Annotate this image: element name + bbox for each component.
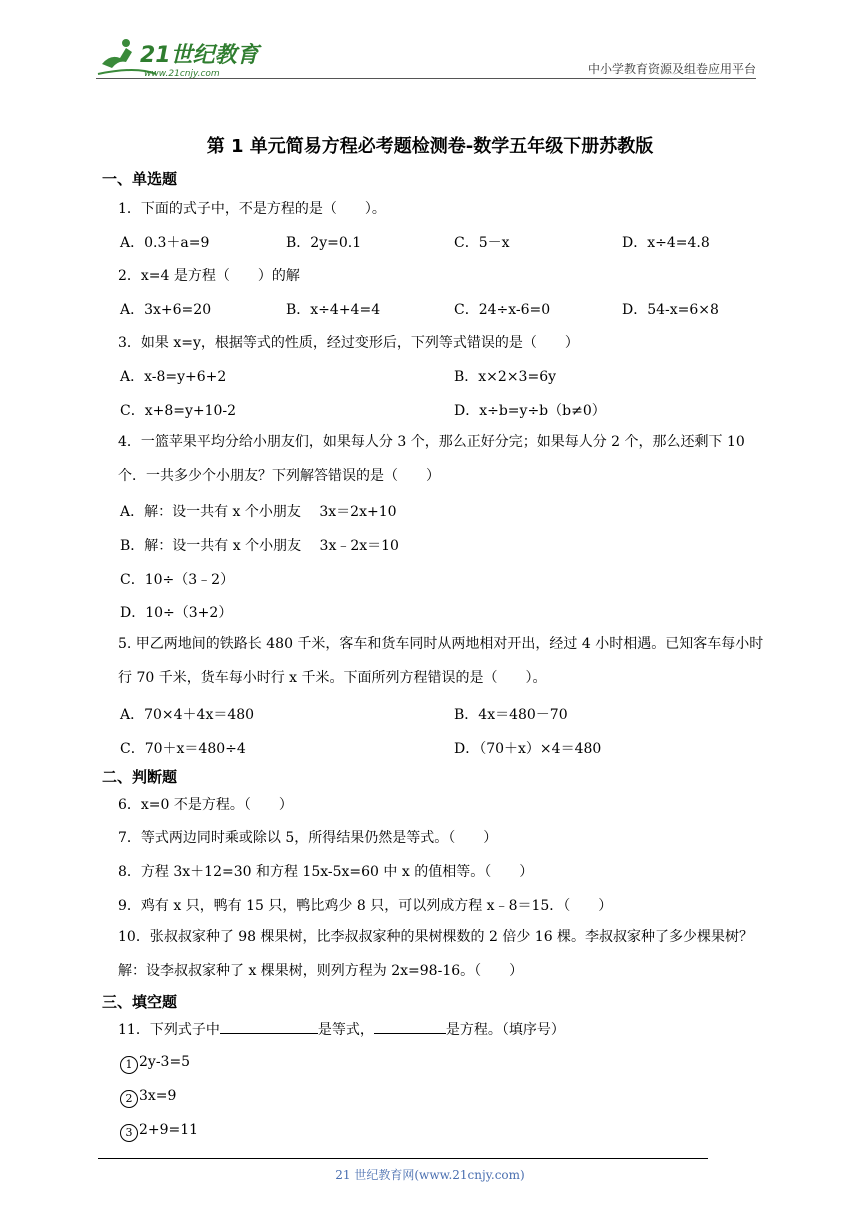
question-5-option-c: C．70＋x＝480÷4 [120, 741, 246, 757]
question-3-option-d: D．x÷b=y÷b（b≠0） [454, 403, 606, 419]
question-11-item-2: 2 3x=9 [120, 1088, 176, 1108]
question-2-option-c: C．24÷x-6=0 [454, 302, 551, 318]
section-heading-true-false: 二、判断题 [102, 768, 178, 786]
svg-text:21世纪教育: 21世纪教育 [140, 43, 259, 68]
question-4-stem: 4．一篮苹果平均分给小朋友们，如果每人分 3 个，那么正好分完；如果每人分 2 个，那么还剩下 10 个．一共多少个小朋友？下列解答错误的是（ ） [118, 434, 745, 484]
question-5-option-d: D．（70＋x）×4＝480 [454, 741, 602, 757]
footer-link[interactable]: 21 世纪教育网(www.21cnjy.com) [335, 1168, 525, 1182]
question-9: 9．鸡有 x 只，鸭有 15 只，鸭比鸡少 8 只，可以列成方程 x﹣8＝15．（ ） [118, 898, 613, 914]
question-3-option-c: C．x+8=y+10-2 [120, 403, 237, 419]
header-divider [96, 78, 756, 79]
question-4-option-c: C．10÷（3﹣2） [120, 572, 235, 588]
page-title: 第 1 单元简易方程必考题检测卷-数学五年级下册苏教版 [206, 136, 654, 157]
logo-21cnjy [96, 34, 266, 80]
question-11-item-1: 1 2y-3=5 [120, 1054, 190, 1074]
platform-name: 中小学教育资源及组卷应用平台 [587, 62, 756, 76]
blank-equations-with-unknown[interactable] [374, 1019, 446, 1034]
question-1-stem: 1．下面的式子中，不是方程的是（ ）。 [118, 201, 386, 217]
question-6: 6．x=0 不是方程。（ ） [118, 797, 293, 813]
question-3-option-a: A．x-8=y+6+2 [120, 369, 227, 385]
blank-equations[interactable] [220, 1019, 318, 1034]
question-2-option-d: D．54-x=6×8 [622, 302, 719, 318]
circled-number-2: 2 [120, 1090, 138, 1108]
question-11-part2: 是等式， [317, 1022, 374, 1038]
question-11-item-3: 3 2+9=11 [120, 1122, 198, 1142]
question-4-option-b: B．解：设一共有 x 个小朋友 3x﹣2x＝10 [120, 538, 399, 554]
question-11-stem [118, 1019, 565, 1039]
question-1-option-c: C．5－x [454, 235, 510, 251]
svg-text:www.21cnjy.com: www.21cnjy.com [144, 69, 220, 79]
question-3-stem: 3．如果 x=y，根据等式的性质，经过变形后，下列等式错误的是（ ） [118, 335, 579, 351]
question-8: 8．方程 3x＋12=30 和方程 15x-5x=60 中 x 的值相等。（ ） [118, 864, 534, 880]
question-1-option-b: B．2y=0.1 [286, 235, 362, 251]
page-header [96, 34, 756, 80]
section-heading-single-choice: 一、单选题 [102, 170, 178, 188]
circled-number-3: 3 [120, 1124, 138, 1142]
circled-number-1: 1 [120, 1056, 138, 1074]
section-heading-fill-blank: 三、填空题 [102, 993, 178, 1011]
question-7: 7．等式两边同时乘或除以 5，所得结果仍然是等式。（ ） [118, 830, 498, 846]
question-4-option-d: D．10÷（3+2） [120, 605, 233, 621]
question-3-option-b: B．x×2×3=6y [454, 369, 557, 385]
question-2-option-a: A．3x+6=20 [120, 302, 212, 318]
question-2-stem: 2．x=4 是方程（ ）的解 [118, 268, 300, 284]
question-1-option-a: A．0.3＋a=9 [120, 235, 210, 251]
question-11-part3: 是方程。（填序号） [445, 1022, 565, 1038]
question-10: 10．张叔叔家种了 98 棵果树，比李叔叔家种的果树棵数的 2 倍少 16 棵。李叔叔家种了多少棵果树？解：设李叔叔家种了 x 棵果树，则列方程为 2x=98-16。（ ） [118, 929, 754, 979]
question-5-option-b: B．4x＝480－70 [454, 707, 568, 723]
question-5-option-a: A．70×4＋4x＝480 [120, 707, 255, 723]
question-1-option-d: D．x÷4=4.8 [622, 235, 710, 251]
question-11-part1: 11．下列式子中 [118, 1022, 220, 1038]
footer-divider [98, 1158, 708, 1159]
question-4-option-a: A．解：设一共有 x 个小朋友 3x＝2x+10 [120, 504, 397, 520]
question-5-stem: 5. 甲乙两地间的铁路长 480 千米，客车和货车同时从两地相对开出，经过 4 小时相遇。已知客车每小时行 70 千米，货车每小时行 x 千米。下面所列方程错误的是（ ）。 [118, 636, 764, 686]
question-2-option-b: B．x÷4+4=4 [286, 302, 381, 318]
